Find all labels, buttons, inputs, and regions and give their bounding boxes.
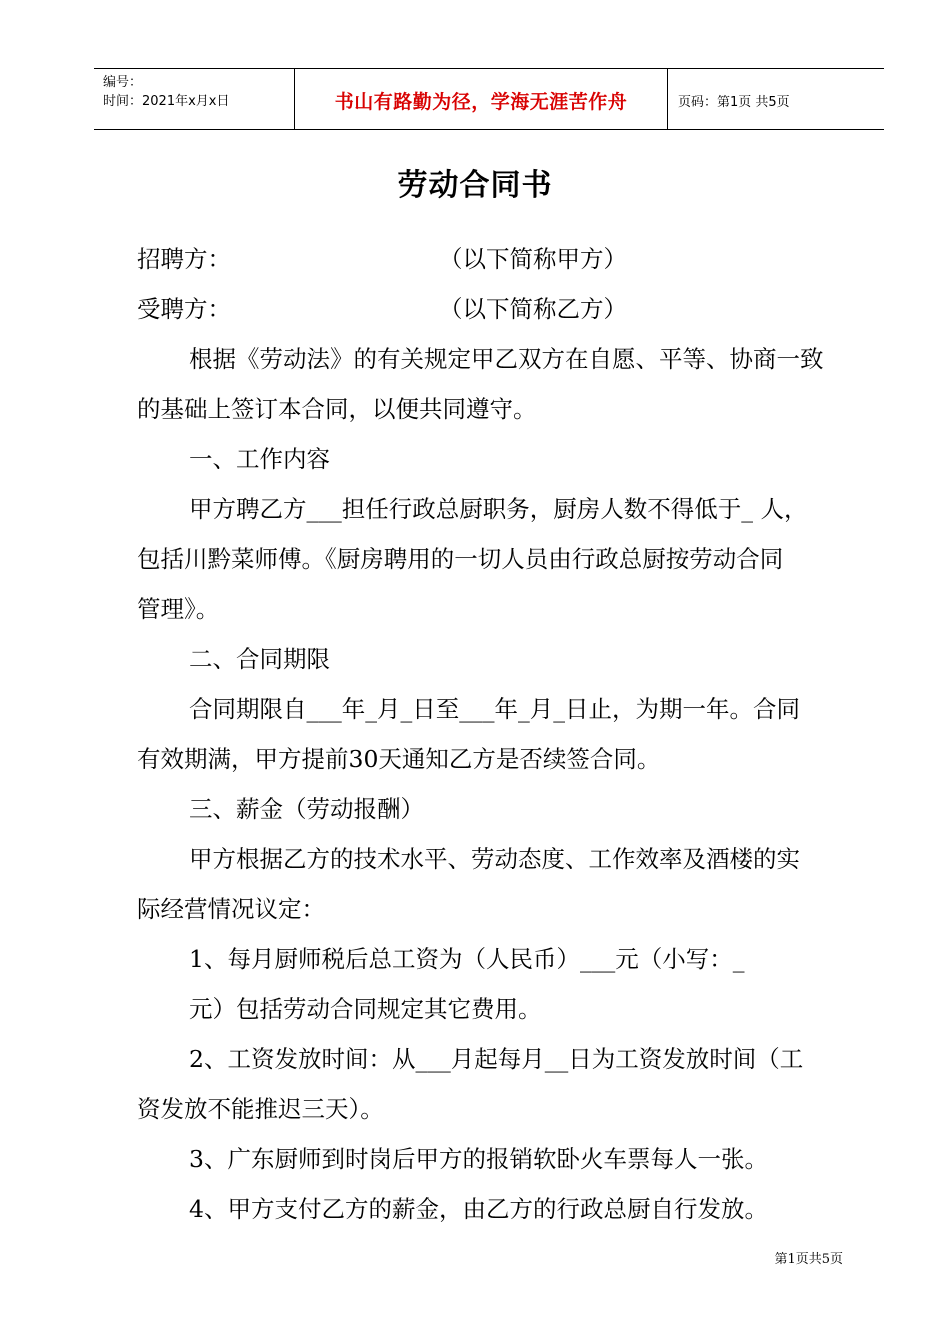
- party-employee: [137, 284, 843, 334]
- document-title: 劳动合同书: [397, 168, 553, 203]
- section-heading: 二、合同期限: [189, 645, 330, 673]
- paragraph-line: 际经营情况议定：: [137, 895, 325, 923]
- party-employer: [137, 234, 843, 284]
- paragraph-line: 合同期限自___年_月_日至___年_月_日止，为期一年。合同: [189, 695, 800, 723]
- party-note: （以下简称乙方）: [439, 295, 627, 323]
- list-item: 2、工资发放时间：从___月起每月__日为工资发放时间（工: [189, 1045, 804, 1073]
- paragraph-line: 有效期满，甲方提前30天通知乙方是否续签合同。: [137, 745, 661, 773]
- section-heading: 三、薪金（劳动报酬）: [189, 795, 424, 823]
- header-page-number: 页码：第1页 共5页: [678, 95, 790, 110]
- party-role: 招聘方：: [137, 245, 231, 273]
- header-motto-cell: [295, 69, 668, 129]
- document-time: 时间：2021年x月x日: [103, 94, 230, 109]
- page-footer: 第1页共5页: [774, 1252, 843, 1267]
- section-heading: 一、工作内容: [189, 445, 330, 473]
- party-note: （以下简称甲方）: [439, 245, 627, 273]
- party-role: 受聘方：: [137, 295, 231, 323]
- list-item: 1、每月厨师税后总工资为（人民币）___元（小写：_: [189, 945, 745, 973]
- page-header: [94, 68, 884, 130]
- paragraph-line: 资发放不能推迟三天）。: [137, 1095, 384, 1123]
- paragraph-line: 根据《劳动法》的有关规定甲乙双方在自愿、平等、协商一致: [189, 345, 824, 373]
- header-meta-cell: [94, 69, 295, 129]
- list-item: 3、广东厨师到时岗后甲方的报销软卧火车票每人一张。: [189, 1145, 768, 1173]
- header-motto: 书山有路勤为径，学海无涯苦作舟: [334, 91, 628, 113]
- paragraph-line: 的基础上签订本合同，以便共同遵守。: [137, 395, 537, 423]
- paragraph-line: 管理》。: [137, 595, 220, 623]
- document-body: [137, 234, 843, 1234]
- list-item: 4、甲方支付乙方的薪金，由乙方的行政总厨自行发放。: [189, 1195, 768, 1223]
- paragraph-line: 甲方根据乙方的技术水平、劳动态度、工作效率及酒楼的实: [189, 845, 800, 873]
- header-page-cell: [668, 69, 884, 129]
- paragraph-line: 元）包括劳动合同规定其它费用。: [189, 995, 542, 1023]
- paragraph-line: 包括川黔菜师傅。《厨房聘用的一切人员由行政总厨按劳动合同: [137, 545, 784, 573]
- paragraph-line: 甲方聘乙方___担任行政总厨职务，厨房人数不得低于_ 人，: [189, 495, 808, 523]
- serial-number-label: 编号：: [103, 75, 143, 90]
